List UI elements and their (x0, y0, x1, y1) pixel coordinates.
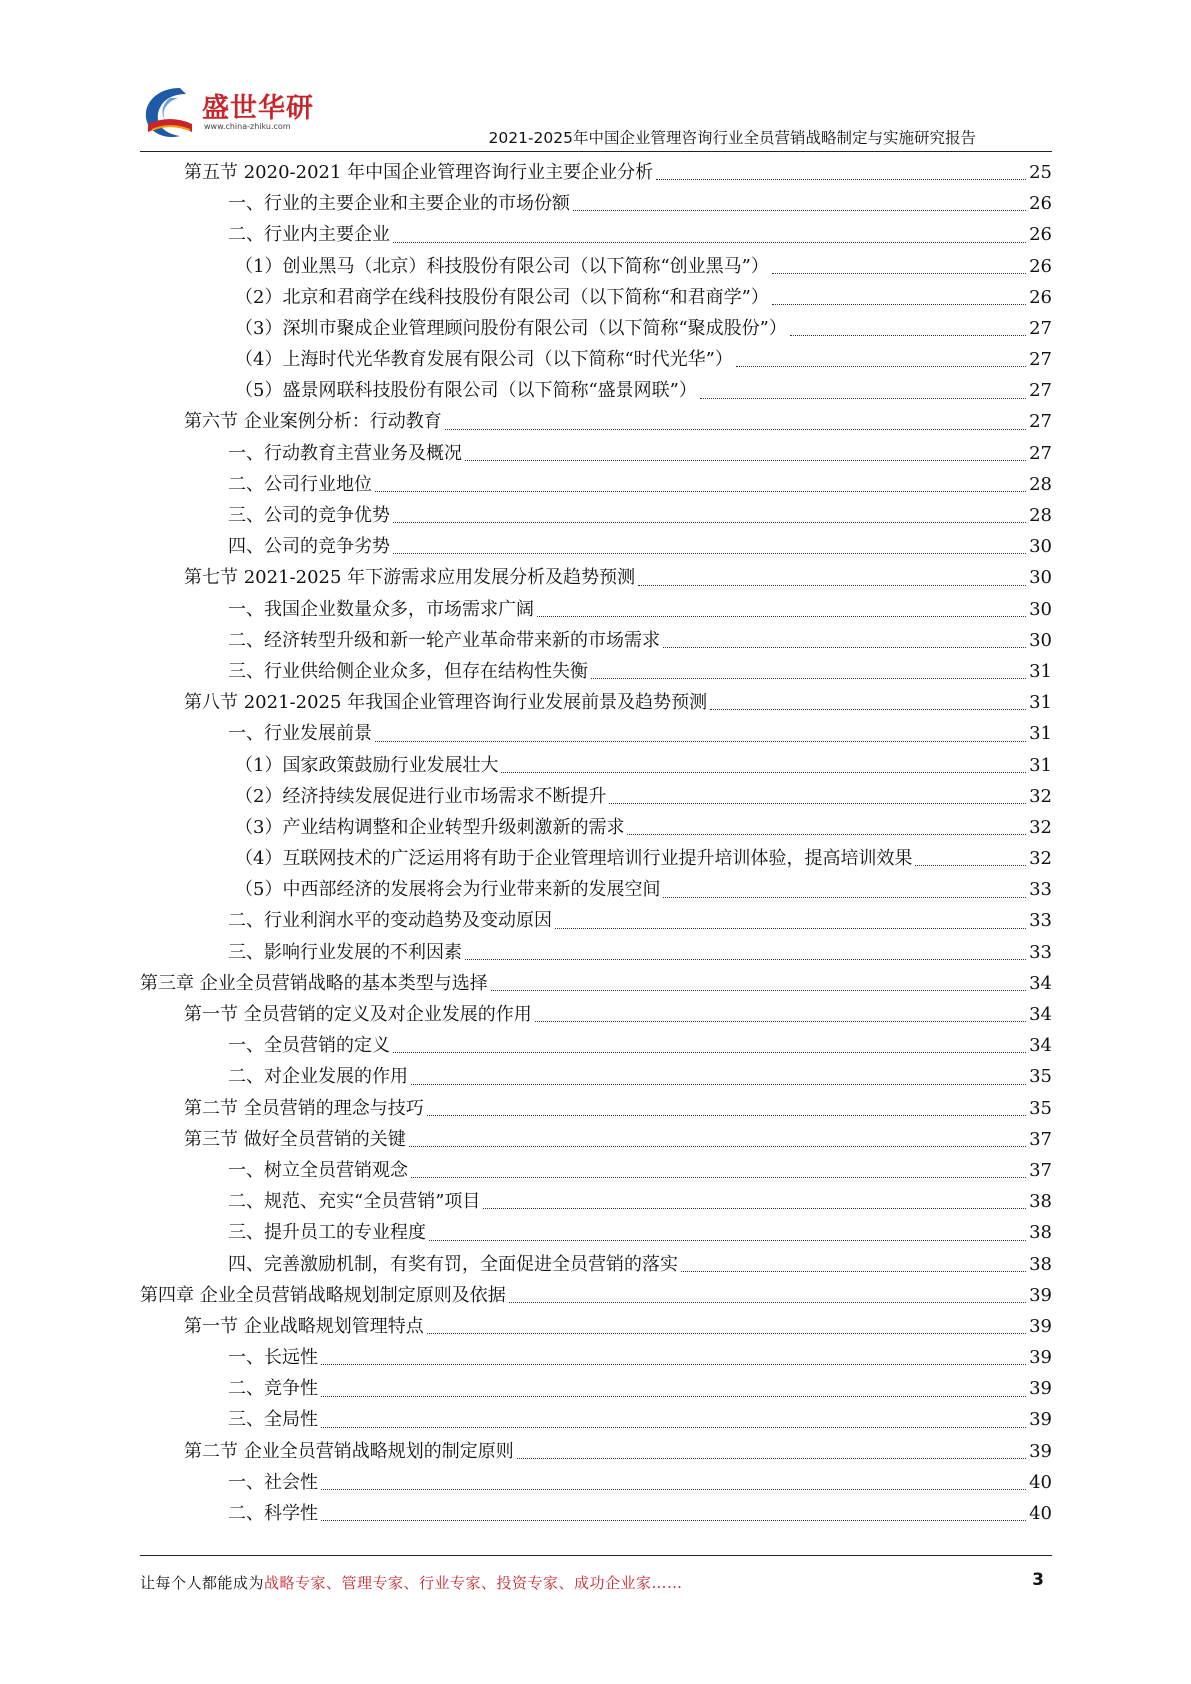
toc-dot-leader (321, 1489, 1026, 1490)
toc-dot-leader (700, 398, 1026, 399)
toc-entry[interactable] (140, 1124, 1052, 1155)
toc-entry[interactable] (140, 1030, 1052, 1061)
logo-swoosh-icon (140, 84, 202, 142)
toc-entry[interactable] (140, 937, 1052, 968)
toc-entry[interactable] (140, 1311, 1052, 1342)
company-logo (140, 84, 320, 144)
toc-entry[interactable] (140, 687, 1052, 718)
toc-dot-leader (321, 1396, 1026, 1397)
toc-dot-leader (915, 865, 1026, 866)
toc-dot-leader (710, 709, 1026, 710)
toc-entry-title: 一、行业的主要企业和主要企业的市场份额 (228, 193, 570, 215)
toc-dot-leader (491, 990, 1026, 991)
toc-dot-leader (321, 1427, 1026, 1428)
slogan-prefix: 让每个人都能成为 (140, 1574, 265, 1592)
toc-entry-page: 35 (1029, 1066, 1052, 1088)
logo-wordmark: 盛世华研 (202, 93, 314, 124)
toc-entry-page: 34 (1029, 1004, 1052, 1026)
toc-entry[interactable] (140, 594, 1052, 625)
toc-entry-page: 30 (1029, 567, 1052, 589)
toc-entry-title: 一、我国企业数量众多，市场需求广阔 (228, 598, 534, 620)
toc-entry-title: （1）创业黑马（北京）科技股份有限公司（以下简称“创业黑马”） (235, 255, 769, 277)
toc-entry-title: 第三章 企业全员营销战略的基本类型与选择 (140, 972, 488, 994)
toc-entry-page: 25 (1029, 161, 1052, 183)
toc-entry-page: 31 (1029, 723, 1052, 745)
toc-entry-page: 27 (1029, 317, 1052, 339)
toc-entry[interactable] (140, 1342, 1052, 1373)
toc-dot-leader (501, 772, 1026, 773)
toc-dot-leader (537, 616, 1026, 617)
toc-entry-page: 30 (1029, 598, 1052, 620)
toc-entry[interactable] (140, 1249, 1052, 1280)
toc-dot-leader (393, 553, 1026, 554)
toc-dot-leader (465, 959, 1026, 960)
toc-entry[interactable] (140, 407, 1052, 438)
toc-entry[interactable] (140, 718, 1052, 749)
toc-entry-title: 二、对企业发展的作用 (228, 1066, 408, 1088)
toc-entry-page: 31 (1029, 692, 1052, 714)
toc-entry-title: 三、行业供给侧企业众多，但存在结构性失衡 (228, 660, 588, 682)
toc-entry[interactable] (140, 313, 1052, 344)
toc-dot-leader (509, 1302, 1026, 1303)
toc-entry-title: （4）上海时代光华教育发展有限公司（以下简称“时代光华”） (235, 349, 733, 371)
toc-entry[interactable] (140, 1436, 1052, 1467)
toc-entry-title: （2）经济持续发展促进行业市场需求不断提升 (235, 785, 607, 807)
toc-entry-title: 一、行业发展前景 (228, 723, 372, 745)
toc-entry[interactable] (140, 500, 1052, 531)
toc-entry-page: 39 (1029, 1440, 1052, 1462)
toc-entry-title: 二、公司行业地位 (228, 473, 372, 495)
toc-entry-page: 33 (1029, 879, 1052, 901)
toc-entry-title: （5）中西部经济的发展将会为行业带来新的发展空间 (235, 879, 661, 901)
toc-entry-title: 一、长远性 (228, 1347, 318, 1369)
toc-entry-page: 33 (1029, 910, 1052, 932)
toc-dot-leader (375, 741, 1026, 742)
toc-entry[interactable] (140, 1061, 1052, 1092)
toc-entry-title: 三、影响行业发展的不利因素 (228, 941, 462, 963)
toc-entry-title: 第八节 2021-2025 年我国企业管理咨询行业发展前景及趋势预测 (184, 692, 708, 714)
toc-entry[interactable] (140, 469, 1052, 500)
toc-entry-page: 35 (1029, 1097, 1052, 1119)
toc-entry[interactable] (140, 625, 1052, 656)
toc-entry-title: 三、公司的竞争优势 (228, 505, 390, 527)
toc-entry[interactable] (140, 656, 1052, 687)
toc-entry-title: （1）国家政策鼓励行业发展壮大 (235, 754, 499, 776)
toc-entry-title: 四、公司的竞争劣势 (228, 536, 390, 558)
footer-divider (140, 1555, 1052, 1556)
toc-entry-title: 第七节 2021-2025 年下游需求应用发展分析及趋势预测 (184, 567, 636, 589)
toc-entry-page: 39 (1029, 1284, 1052, 1306)
toc-entry-title: 第一节 企业战略规划管理特点 (184, 1315, 424, 1337)
toc-dot-leader (591, 678, 1026, 679)
toc-dot-leader (681, 1271, 1026, 1272)
toc-entry[interactable] (140, 531, 1052, 562)
toc-dot-leader (429, 1240, 1026, 1241)
toc-entry-page: 40 (1029, 1471, 1052, 1493)
toc-entry-page: 32 (1029, 848, 1052, 870)
toc-entry-page: 27 (1029, 411, 1052, 433)
toc-dot-leader (656, 179, 1026, 180)
toc-entry[interactable] (140, 188, 1052, 219)
toc-entry-page: 27 (1029, 380, 1052, 402)
toc-dot-leader (663, 897, 1026, 898)
toc-entry[interactable] (140, 781, 1052, 812)
toc-entry-title: 一、社会性 (228, 1471, 318, 1493)
toc-entry[interactable] (140, 282, 1052, 313)
toc-entry-title: 四、完善激励机制，有奖有罚，全面促进全员营销的落实 (228, 1253, 678, 1275)
toc-dot-leader (609, 803, 1026, 804)
toc-dot-leader (790, 335, 1026, 336)
toc-dot-leader (638, 585, 1026, 586)
toc-dot-leader (321, 1364, 1026, 1365)
toc-entry[interactable] (140, 251, 1052, 282)
toc-entry-title: （2）北京和君商学在线科技股份有限公司（以下简称“和君商学”） (235, 286, 769, 308)
toc-dot-leader (411, 1084, 1026, 1085)
toc-entry-title: 一、全员营销的定义 (228, 1035, 390, 1057)
toc-entry[interactable] (140, 375, 1052, 406)
toc-dot-leader (627, 834, 1026, 835)
toc-entry[interactable] (140, 1280, 1052, 1311)
toc-entry[interactable] (140, 1498, 1052, 1529)
toc-entry-page: 39 (1029, 1378, 1052, 1400)
toc-dot-leader (411, 1177, 1026, 1178)
toc-entry-page: 38 (1029, 1253, 1052, 1275)
toc-entry-title: 二、规范、充实“全员营销”项目 (228, 1191, 481, 1213)
toc-entry-page: 39 (1029, 1409, 1052, 1431)
toc-entry-page: 34 (1029, 1035, 1052, 1057)
toc-entry[interactable] (140, 812, 1052, 843)
toc-entry-title: 第六节 企业案例分析：行动教育 (184, 411, 442, 433)
toc-entry-page: 39 (1029, 1347, 1052, 1369)
toc-dot-leader (445, 429, 1026, 430)
toc-dot-leader (465, 460, 1026, 461)
toc-dot-leader (736, 366, 1026, 367)
toc-dot-leader (663, 647, 1026, 648)
toc-entry-title: 二、科学性 (228, 1503, 318, 1525)
toc-entry-page: 33 (1029, 941, 1052, 963)
toc-entry-title: 第四章 企业全员营销战略规划制定原则及依据 (140, 1284, 506, 1306)
toc-entry-title: 三、全局性 (228, 1409, 318, 1431)
toc-dot-leader (393, 242, 1026, 243)
toc-entry[interactable] (140, 1186, 1052, 1217)
toc-entry-title: 三、提升员工的专业程度 (228, 1222, 426, 1244)
toc-entry-page: 38 (1029, 1222, 1052, 1244)
toc-entry[interactable] (140, 906, 1052, 937)
toc-entry-page: 26 (1029, 193, 1052, 215)
toc-entry[interactable] (140, 344, 1052, 375)
toc-dot-leader (375, 491, 1026, 492)
toc-dot-leader (772, 273, 1026, 274)
report-title: 2021-2025年中国企业管理咨询行业全员营销战略制定与实施研究报告 (488, 129, 976, 147)
toc-entry[interactable] (140, 1405, 1052, 1436)
header-divider (140, 151, 1052, 152)
toc-entry-page: 37 (1029, 1159, 1052, 1181)
toc-dot-leader (772, 304, 1026, 305)
toc-entry-page: 27 (1029, 442, 1052, 464)
toc-entry[interactable] (140, 1373, 1052, 1404)
toc-entry[interactable] (140, 968, 1052, 999)
toc-entry-title: 二、竞争性 (228, 1378, 318, 1400)
toc-entry-page: 26 (1029, 224, 1052, 246)
toc-dot-leader (483, 1208, 1026, 1209)
toc-entry[interactable] (140, 219, 1052, 250)
toc-entry[interactable] (140, 1217, 1052, 1248)
toc-entry-page: 28 (1029, 473, 1052, 495)
toc-entry-page: 30 (1029, 629, 1052, 651)
toc-dot-leader (427, 1333, 1026, 1334)
toc-entry-title: （3）深圳市聚成企业管理顾问股份有限公司（以下简称“聚成股份”） (235, 317, 787, 339)
toc-entry[interactable] (140, 874, 1052, 905)
toc-entry[interactable] (140, 1467, 1052, 1498)
toc-entry-page: 39 (1029, 1315, 1052, 1337)
toc-entry-title: 第二节 全员营销的理念与技巧 (184, 1097, 424, 1119)
toc-entry-page: 31 (1029, 754, 1052, 776)
toc-entry[interactable] (140, 157, 1052, 188)
toc-dot-leader (535, 1021, 1026, 1022)
toc-entry-page: 37 (1029, 1128, 1052, 1150)
toc-dot-leader (321, 1520, 1026, 1521)
toc-entry[interactable] (140, 1155, 1052, 1186)
page-header (0, 0, 1191, 150)
toc-entry-page: 30 (1029, 536, 1052, 558)
toc-dot-leader (517, 1458, 1026, 1459)
toc-entry-page: 40 (1029, 1503, 1052, 1525)
toc-entry-title: 一、行动教育主营业务及概况 (228, 442, 462, 464)
toc-entry[interactable] (140, 562, 1052, 593)
table-of-contents (140, 157, 1052, 1529)
toc-dot-leader (393, 522, 1026, 523)
toc-entry-title: 第一节 全员营销的定义及对企业发展的作用 (184, 1004, 532, 1026)
toc-entry[interactable] (140, 438, 1052, 469)
toc-entry-page: 28 (1029, 505, 1052, 527)
toc-entry-page: 32 (1029, 785, 1052, 807)
toc-entry-title: （3）产业结构调整和企业转型升级刺激新的需求 (235, 816, 625, 838)
toc-entry-title: 第二节 企业全员营销战略规划的制定原则 (184, 1440, 514, 1462)
toc-entry-page: 26 (1029, 286, 1052, 308)
toc-entry[interactable] (140, 843, 1052, 874)
toc-entry-page: 31 (1029, 660, 1052, 682)
toc-entry-page: 27 (1029, 349, 1052, 371)
toc-entry[interactable] (140, 1093, 1052, 1124)
toc-entry-page: 32 (1029, 816, 1052, 838)
toc-entry[interactable] (140, 999, 1052, 1030)
toc-entry-title: 第三节 做好全员营销的关键 (184, 1128, 406, 1150)
toc-entry-title: 二、行业内主要企业 (228, 224, 390, 246)
toc-dot-leader (427, 1115, 1026, 1116)
toc-dot-leader (393, 1052, 1026, 1053)
toc-entry-title: （5）盛景网联科技股份有限公司（以下简称“盛景网联”） (235, 380, 697, 402)
toc-entry-page: 26 (1029, 255, 1052, 277)
toc-entry-title: 二、行业利润水平的变动趋势及变动原因 (228, 910, 552, 932)
slogan-highlight: 战略专家、管理专家、行业专家、投资专家、成功企业家…… (264, 1574, 683, 1592)
toc-entry-page: 38 (1029, 1191, 1052, 1213)
toc-entry-title: 二、经济转型升级和新一轮产业革命带来新的市场需求 (228, 629, 660, 651)
logo-url: www.china-zhiku.com (204, 122, 291, 131)
toc-entry-title: 一、树立全员营销观念 (228, 1159, 408, 1181)
footer-slogan (140, 1572, 683, 1593)
toc-entry-title: （4）互联网技术的广泛运用将有助于企业管理培训行业提升培训体验，提高培训效果 (235, 848, 913, 870)
toc-dot-leader (555, 928, 1026, 929)
toc-entry[interactable] (140, 750, 1052, 781)
toc-dot-leader (409, 1146, 1026, 1147)
toc-entry-page: 34 (1029, 972, 1052, 994)
toc-dot-leader (573, 210, 1026, 211)
toc-entry-title: 第五节 2020-2021 年中国企业管理咨询行业主要企业分析 (184, 161, 654, 183)
page-number: 3 (1032, 1570, 1044, 1590)
